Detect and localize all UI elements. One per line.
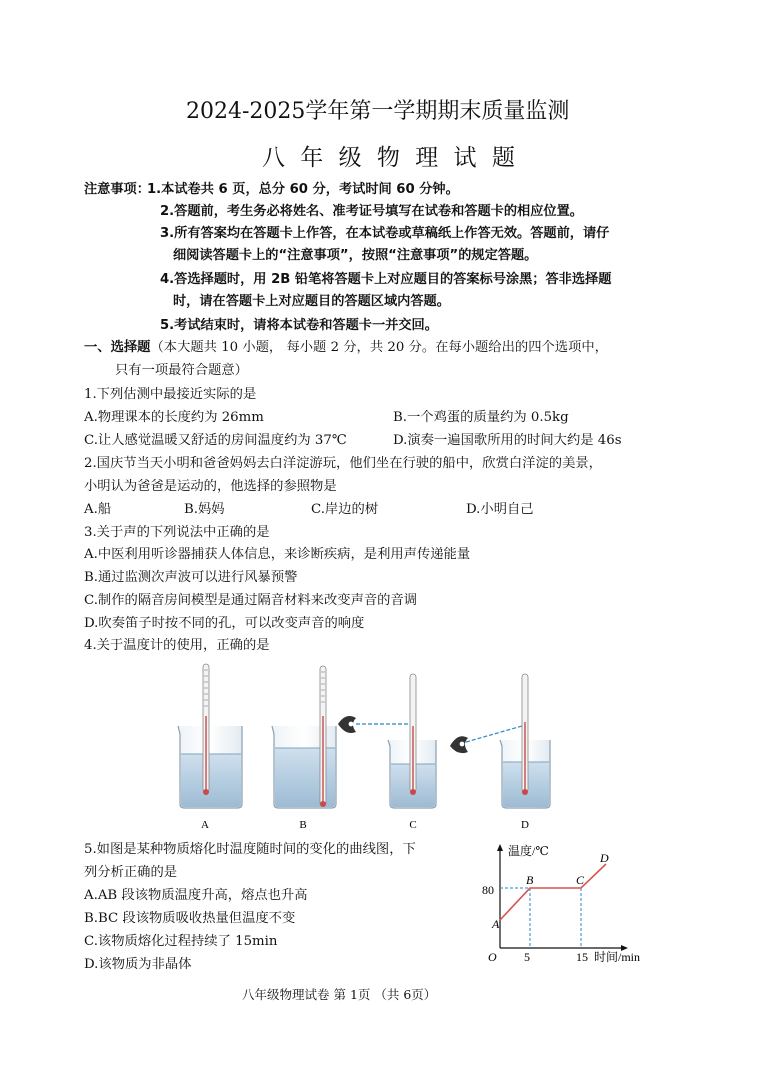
section-desc: （本大题共 10 小题， 每小题 2 分，共 20 分。在每小题给出的四个选项中， [150, 340, 608, 355]
q2-option-b: B.妈妈 [184, 502, 225, 517]
notice-item-4: 4.答选择题时，用 2B 铅笔将答题卡上对应题目的答案标号涂黑；答非选择题 [160, 272, 612, 287]
q5-option-d: D.该物质为非晶体 [84, 957, 192, 972]
notice-label: 注意事项： [84, 182, 150, 197]
beaker-a [178, 664, 242, 808]
thermometer-figure [160, 656, 580, 836]
exam-subtitle: 八 年 级 物 理 试 题 [262, 145, 519, 171]
beaker-d [450, 674, 550, 808]
q2-stem-1: 2.国庆节当天小明和爸爸妈妈去白洋淀游玩，他们坐在行驶的船中，欣赏白洋淀的美景， [84, 456, 602, 471]
section-title: 一、选择题 [84, 340, 151, 355]
section-desc-2: 只有一项最符合题意） [115, 363, 248, 378]
q5-stem-2: 列分析正确的是 [84, 865, 178, 880]
x-tick-5: 5 [524, 950, 530, 964]
q4-stem: 4.关于温度计的使用，正确的是 [84, 638, 270, 653]
y-tick-80: 80 [482, 883, 494, 897]
q2-option-a: A.船 [84, 502, 112, 517]
q3-option-c: C.制作的隔音房间模型是通过隔音材料来改变声音的音调 [84, 593, 418, 608]
notice-item-4b: 时，请在答题卡上对应题目的答题区域内答题。 [173, 294, 450, 309]
x-tick-15: 15 [576, 950, 588, 964]
notice-item-5: 5.考试结束时，请将本试卷和答题卡一并交回。 [160, 318, 438, 333]
q1-option-a: A.物理课本的长度约为 26mm [84, 410, 264, 425]
notice-item-2: 2.答题前，考生务必将姓名、准考证号填写在试卷和答题卡的相应位置。 [160, 204, 583, 219]
point-b-label: B [526, 873, 534, 887]
q1-option-b: B.一个鸡蛋的质量约为 0.5kg [393, 410, 569, 425]
exam-title: 2024-2025学年第一学期期末质量监测 [186, 99, 570, 124]
page-footer: 八年级物理试卷 第 1页 （共 6页） [242, 987, 437, 1002]
eye-icon [450, 736, 468, 753]
origin-label: O [488, 950, 497, 964]
beaker-b [272, 666, 336, 808]
label-c: C [409, 819, 417, 831]
q5-stem-1: 5.如图是某种物质熔化时温度随时间的变化的曲线图，下 [84, 842, 416, 857]
q3-option-d: D.吹奏笛子时按不同的孔，可以改变声音的响度 [84, 616, 365, 631]
notice-item-3b: 细阅读答题卡上的“注意事项”，按照“注意事项”的规定答题。 [173, 248, 538, 263]
q1-stem: 1.下列估测中最接近实际的是 [84, 387, 257, 402]
notice-item-1: 1.本试卷共 6 页，总分 60 分，考试时间 60 分钟。 [147, 182, 459, 197]
notice-item-3: 3.所有答案均在答题卡上作答，在本试卷或草稿纸上作答无效。答题前，请仔 [160, 226, 610, 241]
label-d: D [521, 819, 529, 831]
q5-option-c: C.该物质熔化过程持续了 15min [84, 934, 278, 949]
q3-option-b: B.通过监测次声波可以进行风暴预警 [84, 570, 298, 585]
q1-option-d: D.演奏一遍国歌所用的时间大约是 46s [393, 433, 622, 448]
q3-stem: 3.关于声的下列说法中正确的是 [84, 525, 270, 540]
q5-option-a: A.AB 段该物质温度升高，熔点也升高 [84, 888, 308, 903]
label-b: B [299, 819, 307, 831]
x-axis-label: 时间/min [594, 950, 641, 964]
y-axis-label: 温度/℃ [508, 844, 549, 858]
point-c-label: C [576, 873, 585, 887]
melting-curve-graph [480, 838, 660, 968]
point-d-label: D [600, 851, 609, 865]
q2-option-c: C.岸边的树 [311, 502, 379, 517]
label-a: A [201, 819, 209, 831]
q2-option-d: D.小明自己 [466, 502, 534, 517]
q5-option-b: B.BC 段该物质吸收热量但温度不变 [84, 911, 296, 926]
q3-option-a: A.中医利用听诊器捕获人体信息，来诊断疾病，是利用声传递能量 [84, 547, 471, 562]
beaker-c [338, 674, 436, 808]
q1-option-c: C.让人感觉温暖又舒适的房间温度约为 37℃ [84, 433, 347, 448]
point-a-label: A [492, 917, 500, 931]
q2-stem-2: 小明认为爸爸是运动的，他选择的参照物是 [84, 479, 337, 494]
section-heading [84, 336, 608, 355]
melting-curve [500, 864, 606, 920]
